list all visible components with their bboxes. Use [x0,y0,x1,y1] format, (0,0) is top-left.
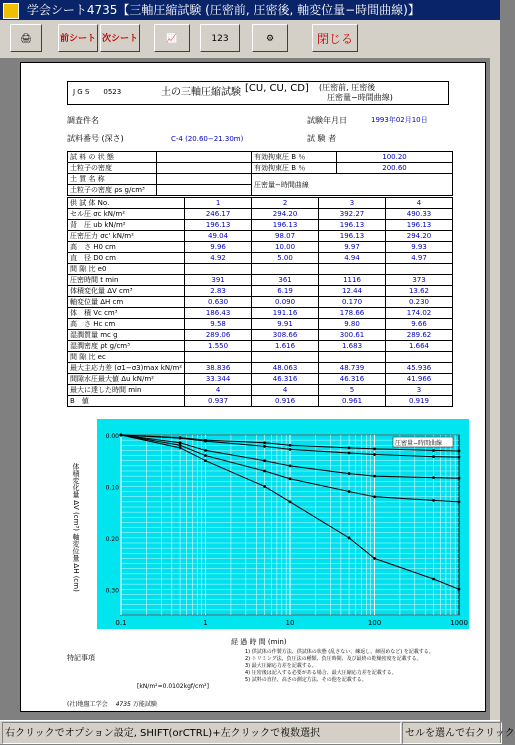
sample-label: 試料番号 (深さ) [67,134,124,143]
subtitle-2: 圧密量−時間曲線) [327,93,393,102]
soil-density-value[interactable] [157,185,252,196]
data-point [348,536,351,539]
row-value[interactable]: 1.550 [185,341,252,352]
row-value[interactable]: 9.93 [386,242,453,253]
note-3: 3) 最大圧縮応力差を記載する。 [245,663,317,669]
subtitle-1: (圧密前, 圧密後 [319,83,376,92]
row-value[interactable]: 4 [185,385,252,396]
prev-sheet-label: 前シート [59,34,96,44]
row-value[interactable]: 46.316 [319,374,386,385]
data-point [432,499,435,502]
specimen-state-table [67,151,453,196]
row-value[interactable]: 289.06 [185,330,252,341]
sheet-title: 土の三軸圧縮試験 [161,87,241,98]
chart-xlabel: 経 過 時 間 (min) [231,638,287,646]
data-point [204,440,207,443]
note-1: 1) 供試体の作製方法、供試体の状態 (乱さない、練返し、締固めなど) を記載する。 [245,649,434,655]
row-label: 圧密時間 t min [68,275,185,286]
col-3: 3 [319,198,386,209]
row-value[interactable]: 0.230 [386,297,453,308]
data-point [373,453,376,456]
specimen-no-label: 供 試 体 No. [68,198,185,209]
data-point [348,446,351,449]
row-value[interactable]: 196.13 [319,231,386,242]
row-value[interactable]: 1.683 [319,341,386,352]
vertical-scrollbar[interactable] [490,58,500,720]
chart-ylabel: 体積変化量 ΔV (cm³) 軸変位量 ΔH (cm) [72,463,80,592]
data-point [348,472,351,475]
row-label: 軸変位量 ΔH cm [68,297,185,308]
row-value[interactable]: 0.961 [319,396,386,407]
row-value[interactable] [252,264,319,275]
status-left: 右クリックでオプション設定, SHIFT(orCTRL)+左クリックで複数選択 [2,722,401,744]
row-label: 直 径 D0 cm [68,253,185,264]
data-point [179,444,182,447]
data-point [458,500,461,503]
row-value[interactable]: 308.66 [252,330,319,341]
result-row [68,209,453,220]
row-value[interactable]: 391 [185,275,252,286]
window-title: 学会シート4735【三軸圧縮試験 (圧密前, 圧密後, 軸変位量−時間曲線)】 [26,3,420,17]
row-label: セル圧 σc kN/m² [68,209,185,220]
col-2: 2 [252,198,319,209]
row-value[interactable]: 196.13 [319,220,386,231]
row-value[interactable]: 196.13 [386,220,453,231]
row-value[interactable]: 289.62 [386,330,453,341]
data-point [179,437,182,440]
row-value[interactable]: 392.27 [319,209,386,220]
row-value[interactable]: 5.00 [252,253,319,264]
tester-label: 試 験 者 [307,134,337,143]
row-value[interactable]: 49.04 [185,231,252,242]
row-value[interactable]: 6.19 [252,286,319,297]
test-options[interactable]: [CU, CU, CD] [245,83,309,94]
data-point [289,444,292,447]
data-point [263,470,266,473]
row-value[interactable]: 373 [386,275,453,286]
row-value[interactable]: 191.16 [252,308,319,319]
statusbar [0,720,515,744]
data-point [120,434,123,437]
row-value[interactable]: 0.919 [386,396,453,407]
row-value[interactable]: 4.94 [319,253,386,264]
row-value[interactable]: 0.630 [185,297,252,308]
result-row [68,385,453,396]
number-button[interactable] [200,24,240,52]
data-point [373,447,376,450]
row-value[interactable] [185,352,252,363]
row-label: B 値 [68,396,185,407]
soil-name-value[interactable] [157,174,252,185]
row-value[interactable]: 48.739 [319,363,386,374]
chart-legend: 圧密量−時間曲線 [252,174,453,196]
result-row [68,396,453,407]
x-tick-label: 0.1 [115,619,127,627]
data-point [263,485,266,488]
row-value[interactable]: 186.43 [185,308,252,319]
footer [67,699,157,708]
row-label: 背 圧 ub kN/m² [68,220,185,231]
row-label: 圧密圧力 σc' kN/m² [68,231,185,242]
row-value[interactable]: 490.33 [386,209,453,220]
row-value[interactable]: 300.61 [319,330,386,341]
sheet [20,62,486,712]
density-label: 土粒子の密度 [68,163,157,174]
remarks-formula: [kN/m²=0.0102kgf/cm²] [137,683,209,690]
note-5: 5) 試料の直径、高さの測定方法、その他を記載する。 [245,677,367,683]
row-label: 最大主応力差 (σ1−σ3)max kN/m² [68,363,185,374]
row-value[interactable]: 13.62 [386,286,453,297]
consolidation-chart[interactable] [97,419,469,629]
row-value[interactable] [252,352,319,363]
result-row [68,220,453,231]
survey-label: 調査件名 [67,116,99,125]
number-label: 123 [211,34,229,44]
note-4: 4) 圧密後は記入する必要がある場合、最大圧縮応力差を記載する。 [245,670,397,676]
note-2: 2) トリミング法、負圧法の種類、負圧時間、及び最終の乾燥密度を記載する。 [245,656,422,662]
data-point [458,450,461,453]
row-value[interactable]: 4.97 [386,253,453,264]
row-value[interactable]: 3 [386,385,453,396]
data-point [289,477,292,480]
col-4: 4 [386,198,453,209]
row-value[interactable]: 361 [252,275,319,286]
row-value[interactable] [386,264,453,275]
row-label: 最大に達した時間 min [68,385,185,396]
footer-code: 4735 [115,701,131,708]
chart-legend-text: 圧密量−時間曲線 [395,440,443,447]
row-value[interactable]: 0.090 [252,297,319,308]
row-value[interactable]: 9.91 [252,319,319,330]
print-button[interactable] [10,24,42,52]
footer-org: (社)地盤工学会 [67,701,108,708]
row-value[interactable]: 38.836 [185,363,252,374]
row-value[interactable]: 41.966 [386,374,453,385]
y-tick-label: 0.10 [105,484,119,492]
result-row [68,374,453,385]
printer-icon: 🖨 [20,34,32,44]
row-label: 湿潤質量 mc g [68,330,185,341]
data-point [204,459,207,462]
settings-icon: ⚙ [265,34,275,44]
row-value[interactable]: 2.83 [185,286,252,297]
row-label: 湿潤密度 ρt g/cm³ [68,341,185,352]
prev-sheet-button[interactable] [58,24,98,52]
result-row [68,330,453,341]
data-point [289,500,292,503]
row-value[interactable]: 10.00 [252,242,319,253]
row-value[interactable]: 12.44 [319,286,386,297]
close-button[interactable] [312,24,358,52]
sample-value[interactable]: C-4 (20.60−21.30m) [171,135,244,143]
row-value[interactable]: 9.97 [319,242,386,253]
row-value[interactable]: 0.937 [185,396,252,407]
chart-svg [97,419,469,629]
result-row [68,308,453,319]
result-row [68,231,453,242]
data-point [289,464,292,467]
b-value-2[interactable]: 200.60 [337,163,453,174]
b-value-1[interactable]: 100.20 [337,152,453,163]
data-point [458,588,461,591]
y-tick-label: 0.30 [105,587,119,595]
x-tick-label: 1 [203,619,208,627]
row-value[interactable]: 246.17 [185,209,252,220]
col-1: 1 [185,198,252,209]
settings-button[interactable] [252,24,288,52]
row-value[interactable]: 46.316 [252,374,319,385]
close-label: 閉じる [316,32,353,46]
data-point [458,456,461,459]
sample-state-label: 試 料 の 状 態 [68,152,157,163]
data-point [373,557,376,560]
x-tick-label: 10 [285,619,295,627]
row-label: 間 隙 比 e0 [68,264,185,275]
row-value[interactable]: 196.13 [252,220,319,231]
row-value[interactable]: 1.664 [386,341,453,352]
row-value[interactable]: 0.916 [252,396,319,407]
next-sheet-label: 次シート [101,34,138,44]
x-tick-label: 1000 [450,619,468,627]
row-label: 体積変化量 ΔV cm³ [68,286,185,297]
row-value[interactable]: 5 [319,385,386,396]
graph-icon: 📈 [166,34,178,44]
row-value[interactable]: 9.80 [319,319,386,330]
data-point [179,446,182,449]
row-value[interactable]: 48.063 [252,363,319,374]
data-point [373,475,376,478]
footer-suffix: 万能試験 [132,701,157,708]
x-tick-label: 100 [367,619,382,627]
data-point [432,455,435,458]
result-row [68,363,453,374]
density-value[interactable] [157,163,252,174]
row-value[interactable]: 9.66 [386,319,453,330]
next-sheet-button[interactable] [100,24,140,52]
result-row [68,253,453,264]
soil-density-label: 土粒子の密度 ρs g/cm³ [68,185,157,196]
b-label-1: 有効拘束圧 B ％ [252,152,337,163]
notes [245,649,434,684]
result-row [68,286,453,297]
window-titlebar [0,0,500,20]
result-row [68,352,453,363]
results-table [67,197,453,407]
row-value[interactable]: 294.20 [252,209,319,220]
data-point [179,441,182,444]
row-value[interactable] [185,264,252,275]
row-value[interactable]: 1116 [319,275,386,286]
result-row [68,242,453,253]
toolbar [0,20,500,59]
sample-state-value[interactable] [157,152,252,163]
app-icon [3,3,19,19]
result-row [68,264,453,275]
data-point [348,452,351,455]
row-value[interactable]: 33.344 [185,374,252,385]
row-value[interactable]: 1.616 [252,341,319,352]
data-point [263,445,266,448]
row-value[interactable] [386,352,453,363]
row-value[interactable]: 174.02 [386,308,453,319]
row-value[interactable]: 196.13 [185,220,252,231]
row-label: 間隙水圧最大値 Δu kN/m² [68,374,185,385]
row-value[interactable]: 9.96 [185,242,252,253]
data-point [432,449,435,452]
row-value[interactable]: 294.20 [386,231,453,242]
data-point [204,449,207,452]
date-value[interactable]: 1993年02月10日 [371,116,428,124]
jgs-code: J G S 0523 [73,88,122,96]
remarks-label: 特記事項 [67,654,95,662]
result-row [68,297,453,308]
data-point [289,448,292,451]
row-value[interactable]: 0.170 [319,297,386,308]
b-label-2: 有効拘束圧 B ％ [252,163,337,174]
data-point [373,495,376,498]
result-row [68,319,453,330]
row-value[interactable] [319,264,386,275]
row-value[interactable]: 45.936 [386,363,453,374]
date-label: 試験年月日 [307,116,347,125]
result-row [68,275,453,286]
y-tick-label: 0.00 [105,433,119,440]
data-point [432,578,435,581]
status-right: セルを選んで右クリック [402,722,502,744]
y-tick-label: 0.20 [105,535,119,543]
row-value[interactable]: 178.66 [319,308,386,319]
data-point [263,441,266,444]
data-point [348,490,351,493]
row-label: 体 積 Vc cm³ [68,308,185,319]
row-label: 高 さ H0 cm [68,242,185,253]
data-point [432,476,435,479]
row-label: 高 さ Hc cm [68,319,185,330]
row-value[interactable]: 9.58 [185,319,252,330]
row-label: 間 隙 比 ec [68,352,185,363]
row-value[interactable] [319,352,386,363]
row-value[interactable]: 4 [252,385,319,396]
data-point [263,459,266,462]
row-value[interactable]: 98.07 [252,231,319,242]
data-point [458,477,461,480]
graph-button[interactable] [154,24,190,52]
soil-name-label: 土 質 名 称 [68,174,157,185]
result-row [68,341,453,352]
data-point [204,454,207,457]
row-value[interactable]: 4.92 [185,253,252,264]
